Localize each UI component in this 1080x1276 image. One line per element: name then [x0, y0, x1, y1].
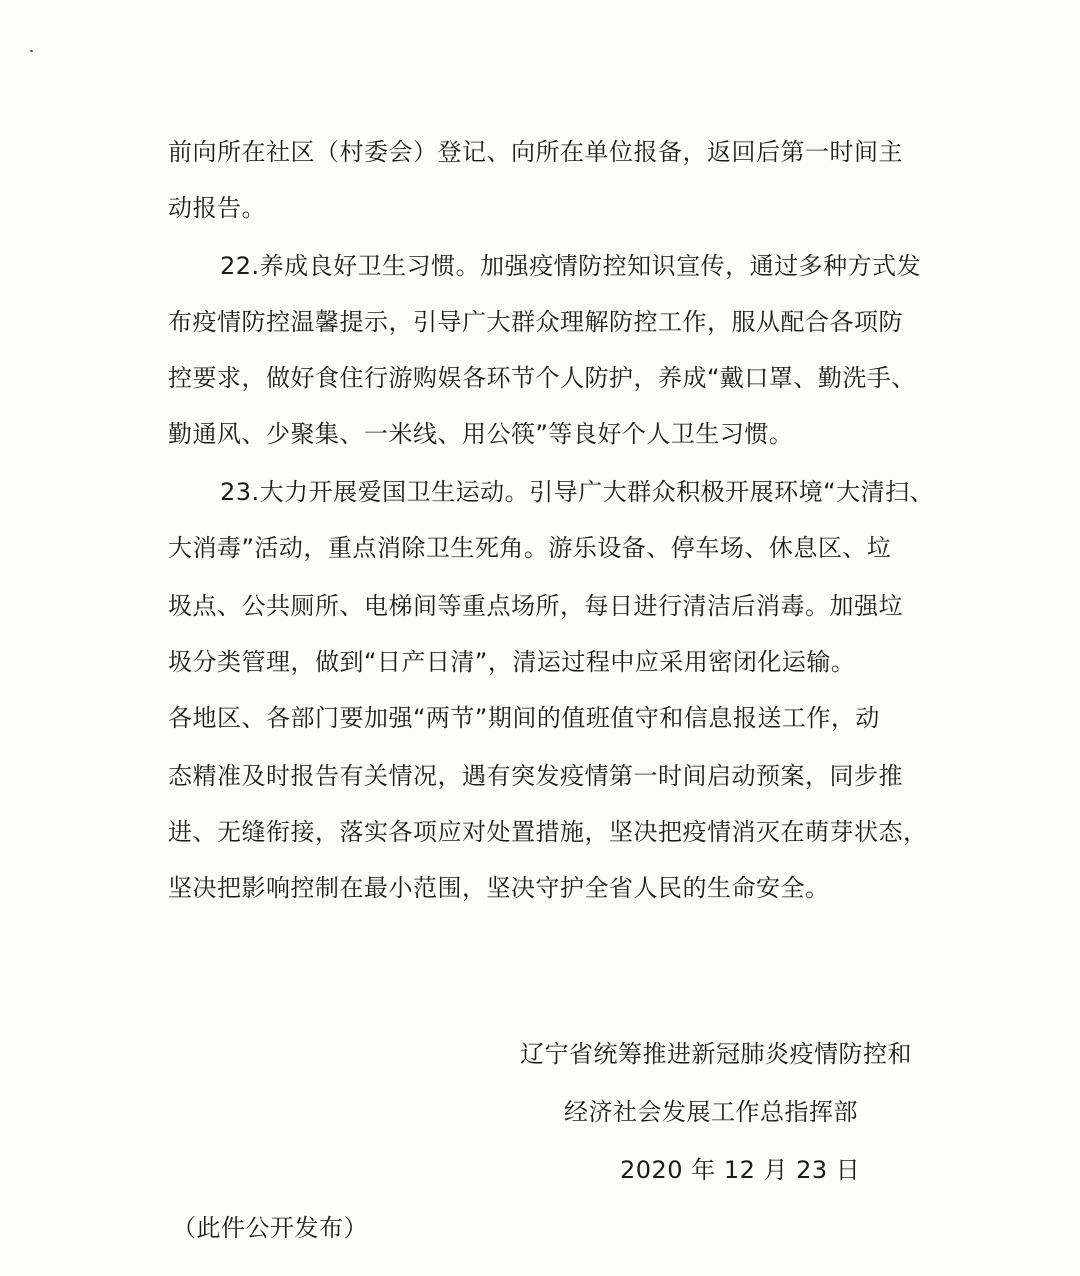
body-line-7: 23.大力开展爱国卫生运动。引导广大群众积极开展环境“大清扫、: [220, 478, 935, 506]
signature-org-line-1: 辽宁省统筹推进新冠肺炎疫情防控和: [520, 1040, 912, 1068]
body-line-12: 态精准及时报告有关情况，遇有突发疫情第一时间启动预案，同步推: [168, 762, 903, 790]
body-line-3: 22.养成良好卫生习惯。加强疫情防控知识宣传，通过多种方式发: [220, 252, 922, 280]
body-line-5: 控要求，做好食住行游购娱各环节个人防护，养成“戴口罩、勤洗手、: [168, 364, 916, 392]
publication-note: （此件公开发布）: [172, 1214, 368, 1242]
body-line-9: 圾点、公共厕所、电梯间等重点场所，每日进行清洁后消毒。加强垃: [168, 592, 903, 620]
body-line-10: 圾分类管理，做到“日产日清”，清运过程中应采用密闭化运输。: [168, 648, 856, 676]
body-line-2: 动报告。: [168, 194, 266, 222]
body-line-13: 进、无缝衔接，落实各项应对处置措施，坚决把疫情消灭在萌芽状态，: [168, 818, 928, 846]
body-line-8: 大消毒”活动，重点消除卫生死角。游乐设备、停车场、休息区、垃: [168, 534, 892, 562]
body-line-14: 坚决把影响控制在最小范围，坚决守护全省人民的生命安全。: [168, 874, 830, 902]
body-line-4: 布疫情防控温馨提示，引导广大群众理解防控工作，服从配合各项防: [168, 308, 903, 336]
signature-date: 2020 年 12 月 23 日: [620, 1156, 861, 1184]
body-line-6: 勤通风、少聚集、一米线、用公筷”等良好个人卫生习惯。: [168, 420, 794, 448]
body-line-1: 前向所在社区（村委会）登记、向所在单位报备，返回后第一时间主: [168, 138, 903, 166]
scan-speck: [30, 50, 33, 52]
signature-org-line-2: 经济社会发展工作总指挥部: [564, 1098, 858, 1126]
body-line-11: 各地区、各部门要加强“两节”期间的值班值守和信息报送工作，动: [168, 704, 880, 732]
